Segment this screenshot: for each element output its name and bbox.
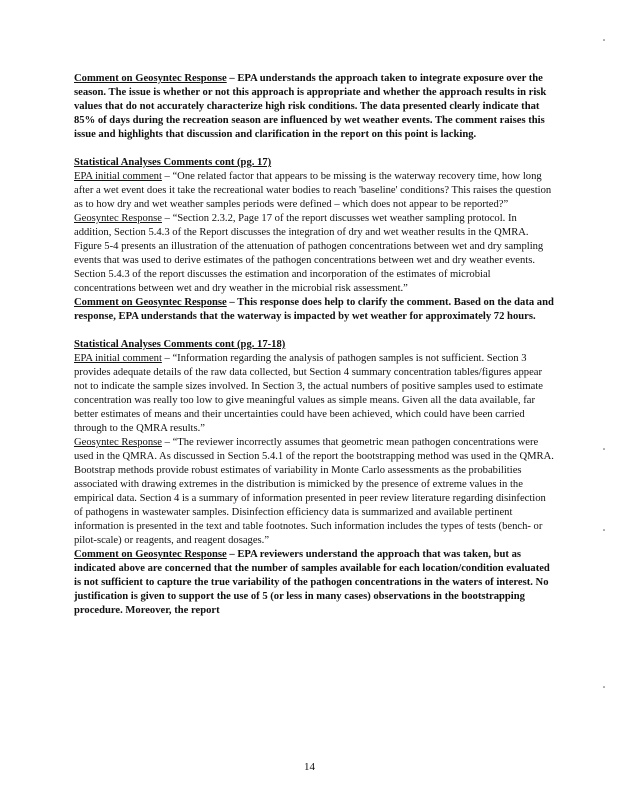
geosyntec-response-label: Geosyntec Response — [74, 213, 162, 224]
geosyntec-response-paragraph — [74, 212, 554, 296]
comment-paragraph-1 — [74, 72, 554, 142]
comment-label: Comment on Geosyntec Response — [74, 73, 227, 84]
geosyntec-response-paragraph — [74, 436, 554, 548]
epa-comment-label: EPA initial comment — [74, 353, 162, 364]
section-heading: Statistical Analyses Comments cont (pg. 17) — [74, 157, 272, 168]
paragraph-spacer — [74, 142, 554, 156]
comment-label: Comment on Geosyntec Response — [74, 549, 227, 560]
comment-paragraph-3 — [74, 548, 554, 618]
scan-speck — [603, 529, 605, 531]
epa-comment-paragraph — [74, 352, 554, 436]
epa-comment-paragraph — [74, 170, 554, 212]
section-pg-17-18 — [74, 338, 554, 618]
geosyntec-response-text: – “Section 2.3.2, Page 17 of the report discusses wet weather sampling protocol. In addition, Section 5.4.3 of the Report discusses the integration of dry and wet weather results in the QMRA. Figure 5-4 presents an illustration of the attenuation of pathogen concentrations between wet and dry sampling events that was used to derive estimates of the pathogen concentrations between wet and dry weather events. Section 5.4.3 of the report discusses the estimation and incorporation of the estimates of microbial concentrations between wet and dry weather in the microbial risk assessment.” — [74, 213, 544, 294]
comment-label: Comment on Geosyntec Response — [74, 297, 227, 308]
epa-comment-text: – “One related factor that appears to be missing is the waterway recovery time, how long after a wet event does it take the recreational water bodies to reach 'baseline' conditions? This raises the question as to how dry and wet weather samples periods were defined – which does not appear to be reported?” — [74, 171, 552, 210]
paragraph-spacer — [74, 324, 554, 338]
document-body — [74, 72, 554, 618]
page-number: 14 — [304, 761, 315, 773]
scan-speck — [603, 39, 605, 41]
section-pg-17 — [74, 156, 554, 324]
scan-speck — [603, 448, 605, 450]
geosyntec-response-label: Geosyntec Response — [74, 437, 162, 448]
comment-paragraph-2 — [74, 296, 554, 324]
epa-comment-label: EPA initial comment — [74, 171, 162, 182]
section-heading: Statistical Analyses Comments cont (pg. 17-18) — [74, 339, 286, 350]
comment-text: – EPA reviewers understand the approach that was taken, but as indicated above are concerned that the number of samples available for each location/condition evaluated is not sufficient to capture the true variability of the pathogen concentrations in the waters of interest. No justification is given to support the use of 5 (or less in many cases) observations in the bootstrapping procedure. Moreover, the report — [74, 549, 550, 616]
scan-speck — [603, 686, 605, 688]
epa-comment-text: – “Information regarding the analysis of pathogen samples is not sufficient. Section 3 provides adequate details of the raw data collected, but Section 4 summary concentration tables/figures appear not to indicate the sample sizes involved. In Section 3, the actual numbers of positive samples used to estimate concentration was really too low to give meaningful values as simple means. Given all the data available, far better estimates of means and their uncertainties could have been achieved, which could have been carried through to the QMRA results.” — [74, 353, 543, 434]
geosyntec-response-text: – “The reviewer incorrectly assumes that geometric mean pathogen concentrations were used in the QMRA. As discussed in Section 5.4.1 of the report the bootstrapping method was used in the QMRA. Bootstrap methods provide robust estimates of variability in Monte Carlo assessments as the probabilities associated with drawing extremes in the distribution is mimicked by the presence of extreme values in the empirical data. Section 4 is a summary of information presented in peer review literature regarding disinfection of pathogens in wastewater samples. Disinfection efficiency data is summarized and available pertinent information is presented in the text and table footnotes. Such information includes the types of tests (bench- or pilot-scale) or reagents, and reagent dosages.” — [74, 437, 554, 546]
comment-text: – EPA understands the approach taken to integrate exposure over the season. The issue is whether or not this approach is appropriate and whether the approach results in risk values that do not accurately characterize high risk conditions. The data presented clearly indicate that 85% of days during the recreation season are influenced by wet weather events. The comment raises this issue and highlights that discussion and clarification in the report on this point is lacking. — [74, 73, 547, 140]
comment-text: – This response does help to clarify the comment. Based on the data and response, EPA understands that the waterway is impacted by wet weather for approximately 72 hours. — [74, 297, 554, 322]
